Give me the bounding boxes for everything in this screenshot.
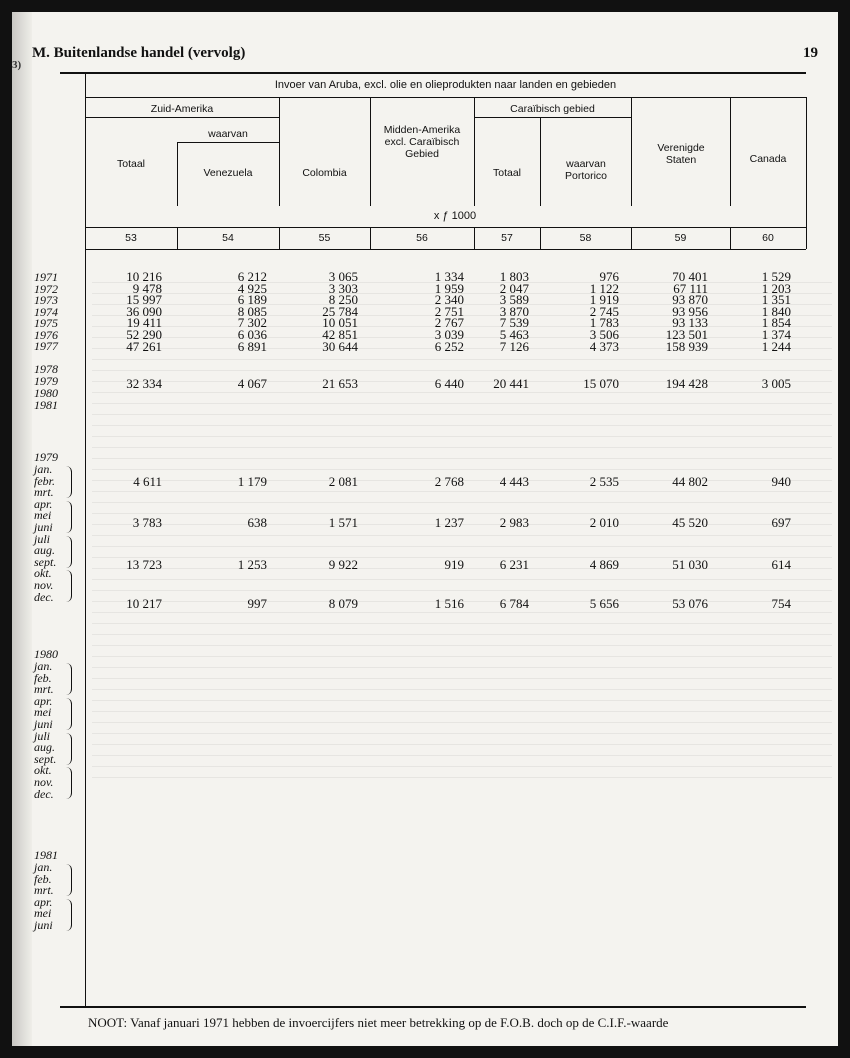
column-number: 54 (222, 232, 234, 244)
table-cell: 3 589 (499, 292, 529, 308)
table-cell: 1 516 (434, 596, 464, 611)
table-cell: 3 005 (761, 376, 791, 391)
year-label: 1977 (34, 339, 58, 353)
month-label: dec. (34, 589, 54, 604)
table-cell: 9 478 (132, 280, 162, 296)
table-cell: 614 (771, 557, 791, 572)
month-block-year: 1979 (34, 450, 58, 464)
month-label: juni (34, 520, 53, 534)
col-venezuela: Venezuela (203, 167, 253, 179)
table-cell: 2 767 (434, 315, 464, 331)
month-label: mei (34, 508, 52, 523)
table-cell: 1 959 (434, 280, 464, 296)
month-label: apr. (34, 894, 53, 909)
table-cell: 1 351 (761, 292, 791, 308)
table-cell: 6 784 (499, 596, 529, 611)
table-cell: 7 302 (237, 315, 267, 331)
month-block-year: 1981 (34, 848, 58, 862)
table-cell: 5 463 (499, 327, 529, 342)
year-label: 1979 (34, 374, 58, 388)
table-cell: 1 840 (761, 303, 791, 319)
unit-label: x ƒ 1000 (433, 210, 477, 222)
month-label: apr. (34, 693, 53, 708)
table-cell: 25 784 (322, 303, 358, 319)
col-verenigde-staten: Verenigde Staten (657, 142, 705, 166)
quarter-brace (66, 570, 72, 602)
table-cell: 93 133 (672, 315, 708, 331)
month-label: jan. (34, 860, 53, 874)
year-label: 1974 (34, 304, 58, 319)
table-cell: 4 443 (499, 474, 529, 489)
table-cell: 1 334 (434, 269, 464, 284)
month-label: juli (34, 728, 51, 743)
month-label: juni (34, 717, 53, 731)
group-caraibisch: Caraïbisch gebied (510, 103, 595, 115)
document-page (12, 12, 838, 1046)
table-cell: 15 070 (583, 376, 619, 391)
month-block-year: 1980 (34, 647, 58, 661)
bleed-through (92, 282, 832, 782)
table-cell: 1 244 (761, 338, 791, 354)
table-cell: 2 340 (434, 292, 464, 308)
year-label: 1980 (34, 386, 58, 400)
month-label: sept. (34, 751, 57, 766)
table-cell: 1 783 (589, 315, 619, 331)
table-cell: 3 039 (434, 327, 464, 342)
year-label: 1976 (34, 327, 58, 342)
month-label: mei (34, 906, 52, 921)
table-cell: 940 (771, 474, 791, 489)
table-cell: 3 065 (328, 269, 358, 284)
table-cell: 47 261 (126, 338, 162, 354)
month-label: okt. (34, 566, 52, 581)
quarter-brace (66, 663, 72, 695)
column-number: 58 (579, 232, 592, 244)
month-label: febr. (34, 473, 55, 488)
quarter-brace (66, 698, 72, 730)
month-label: jan. (34, 659, 53, 673)
table-main-title: Invoer van Aruba, excl. olie en olieprodukten naar landen en gebieden (274, 79, 617, 91)
table-cell: 2 010 (589, 515, 619, 530)
month-label: nov. (34, 775, 54, 789)
month-label: mei (34, 705, 52, 720)
table-cell: 638 (247, 515, 267, 530)
table-cell: 7 126 (499, 338, 529, 354)
table-cell: 123 501 (665, 327, 708, 342)
col-portorico: waarvan Portorico (564, 158, 607, 182)
table-cell: 1 529 (761, 269, 791, 284)
table-cell: 2 751 (434, 303, 464, 319)
page-binding (12, 12, 32, 1046)
table-cell: 52 290 (126, 327, 162, 342)
table-cell: 51 030 (672, 557, 708, 572)
table-cell: 6 891 (237, 338, 267, 354)
group-waarvan: waarvan (208, 128, 248, 140)
footnote: NOOT: Vanaf januari 1971 hebben de invoercijfers niet meer betrekking op de F.O.B. doch op de C.I.F.-waarde (88, 1015, 669, 1030)
table-cell: 1 571 (328, 515, 358, 530)
table-cell: 19 411 (126, 315, 162, 331)
table-cell: 6 212 (237, 269, 267, 284)
year-label: 1978 (34, 362, 58, 376)
table-cell: 4 925 (237, 280, 267, 296)
month-label: juni (34, 918, 53, 932)
month-label: nov. (34, 578, 54, 592)
quarter-brace (66, 466, 72, 498)
table-cell: 6 189 (237, 292, 267, 308)
month-label: okt. (34, 763, 52, 778)
year-label: 1971 (34, 270, 58, 284)
col-totaal-za: Totaal (116, 158, 146, 170)
table-cell: 15 997 (126, 292, 162, 308)
quarter-brace (66, 501, 72, 533)
table-cell: 10 216 (126, 269, 162, 284)
year-label: 1973 (34, 293, 58, 307)
table-cell: 3 783 (132, 515, 162, 530)
table-cell: 754 (771, 596, 791, 611)
table-cell: 1 237 (434, 515, 464, 530)
column-number: 56 (416, 232, 428, 244)
table-cell: 997 (247, 596, 267, 611)
table-cell: 70 401 (672, 269, 708, 284)
table-cell: 1 919 (589, 292, 619, 308)
table-cell: 21 653 (322, 376, 358, 391)
quarter-brace (66, 733, 72, 765)
table-cell: 4 869 (589, 557, 619, 572)
table-cell: 8 079 (328, 596, 358, 611)
table-cell: 1 854 (761, 315, 791, 331)
month-label: dec. (34, 786, 54, 801)
table-cell: 5 656 (589, 596, 619, 611)
column-number: 55 (318, 232, 331, 244)
group-zuid-amerika: Zuid-Amerika (150, 103, 214, 115)
table-cell: 2 047 (499, 280, 529, 296)
table-cell: 10 217 (126, 596, 162, 611)
page-title: M. Buitenlandse handel (vervolg) (32, 45, 246, 61)
table-cell: 2 768 (434, 474, 464, 489)
quarter-brace (66, 536, 72, 568)
table-cell: 53 076 (672, 596, 708, 611)
col-colombia: Colombia (302, 167, 347, 179)
table-cell: 45 520 (672, 515, 708, 530)
table-cell: 2 535 (589, 474, 619, 489)
table-cell: 44 802 (672, 474, 708, 489)
column-number: 59 (674, 232, 687, 244)
column-number: 60 (762, 232, 774, 244)
table-cell: 1 122 (589, 280, 619, 296)
table-cell: 36 090 (126, 303, 162, 319)
table-cell: 3 303 (328, 280, 358, 296)
month-label: sept. (34, 554, 57, 569)
table-cell: 20 441 (493, 376, 529, 391)
table-cell: 2 081 (328, 474, 358, 489)
table-cell: 158 939 (665, 338, 708, 354)
quarter-brace (66, 767, 72, 799)
table-cell: 1 179 (237, 474, 267, 489)
month-label: mrt. (34, 682, 54, 697)
year-label: 1981 (34, 398, 58, 412)
col-totaal-caraibisch: Totaal (492, 167, 522, 179)
month-label: feb. (34, 871, 52, 886)
table-cell: 194 428 (665, 376, 708, 391)
table-cell: 3 870 (499, 303, 529, 319)
column-number: 57 (501, 232, 513, 244)
table-cell: 976 (599, 269, 619, 284)
table-cell: 93 956 (672, 303, 708, 319)
table-cell: 6 440 (434, 376, 464, 391)
month-label: mrt. (34, 883, 54, 898)
page-number: 19 (803, 45, 818, 61)
month-label: feb. (34, 670, 52, 685)
table-cell: 2 983 (499, 515, 529, 530)
month-label: jan. (34, 462, 53, 476)
table-cell: 1 803 (499, 269, 529, 284)
quarter-brace (66, 899, 72, 931)
table-cell: 919 (444, 557, 464, 572)
table-cell: 6 252 (434, 338, 464, 354)
table-cell: 4 373 (589, 338, 619, 354)
month-label: mrt. (34, 485, 54, 500)
month-label: juli (34, 531, 51, 546)
table-cell: 32 334 (126, 376, 162, 391)
table-cell: 1 253 (237, 557, 267, 572)
table-cell: 1 374 (761, 327, 791, 342)
table-cell: 4 067 (237, 376, 267, 391)
table-cell: 8 085 (237, 303, 267, 319)
month-label: apr. (34, 496, 53, 511)
table-cell: 6 231 (499, 557, 529, 572)
table-cell: 13 723 (126, 557, 162, 572)
quarter-brace (66, 864, 72, 896)
month-label: aug. (34, 543, 55, 558)
table-cell: 9 922 (328, 557, 358, 572)
year-label: 1975 (34, 316, 58, 330)
month-label: aug. (34, 740, 55, 755)
table-cell: 4 611 (133, 474, 162, 489)
binding-mark: 3) (12, 59, 22, 71)
table-cell: 67 111 (673, 280, 708, 296)
table-cell: 30 644 (322, 338, 358, 354)
table-cell: 1 203 (761, 280, 791, 296)
column-number: 53 (125, 232, 137, 244)
col-midden-amerika: Midden-Amerika excl. Caraïbisch Gebied (383, 124, 461, 160)
table-cell: 3 506 (589, 327, 619, 342)
year-label: 1972 (34, 281, 58, 296)
table-cell: 6 036 (237, 327, 267, 342)
table-cell: 93 870 (672, 292, 708, 308)
table-cell: 2 745 (589, 303, 619, 319)
table-cell: 7 539 (499, 315, 529, 331)
table-cell: 8 250 (328, 292, 358, 308)
table-cell: 10 051 (322, 315, 358, 331)
table-cell: 42 851 (322, 327, 358, 342)
col-canada: Canada (749, 153, 787, 165)
table-cell: 697 (771, 515, 791, 530)
